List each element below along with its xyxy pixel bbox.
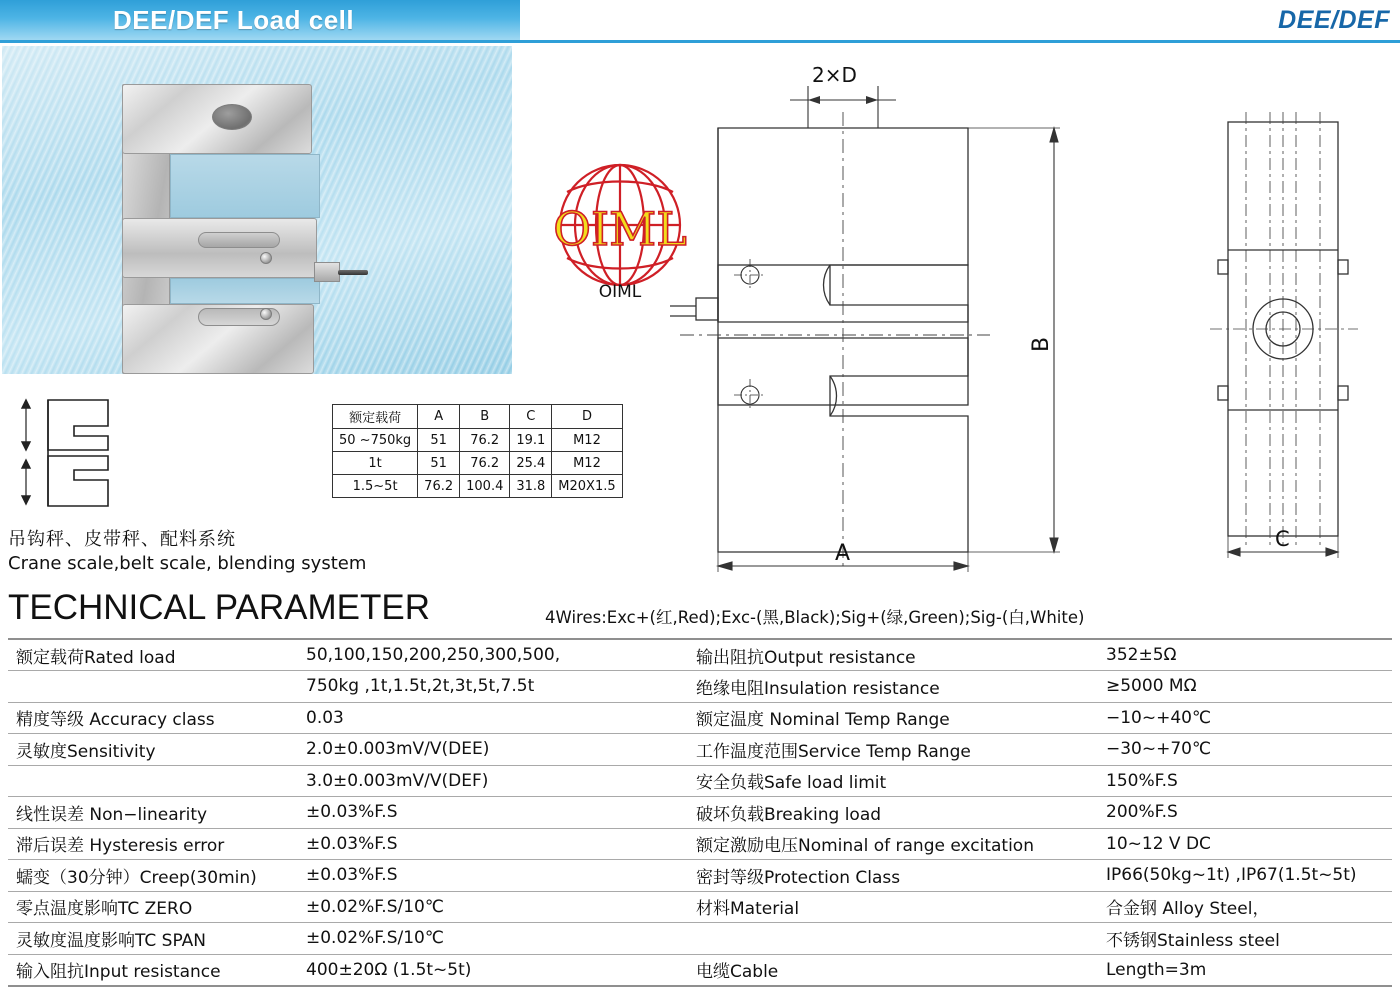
dim-cell-b: 76.2: [460, 429, 510, 452]
spec-label-left: 灵敏度温度影响TC SPAN: [8, 923, 298, 955]
spec-label-right: 工作温度范围Service Temp Range: [688, 734, 1098, 766]
technical-drawing-front-view: [660, 60, 1090, 580]
specification-table: [8, 638, 1392, 987]
spec-value-left: 400±20Ω (1.5t~5t): [298, 954, 688, 986]
spec-value-left: 750kg ,1t,1.5t,2t,3t,5t,7.5t: [298, 671, 688, 703]
spec-value-left: ±0.03%F.S: [298, 860, 688, 892]
spec-value-left: ±0.02%F.S/10℃: [298, 923, 688, 955]
spec-label-left: 额定载荷Rated load: [8, 639, 298, 671]
spec-value-right: 150%F.S: [1098, 765, 1392, 797]
page-title: DEE/DEF Load cell: [113, 5, 355, 35]
oiml-caption: OIML: [598, 282, 642, 302]
cable-gland: [314, 262, 340, 282]
dimension-table-header-row: [333, 405, 623, 429]
s-shape-outline-sketch: [8, 392, 118, 517]
dim-cell-load: 1t: [333, 452, 418, 475]
spec-label-right: 材料Material: [688, 891, 1098, 923]
dimension-table: [332, 404, 623, 498]
dim-col-a: A: [418, 405, 460, 429]
dim-col-d: D: [552, 405, 622, 429]
spec-label-right: 额定温度 Nominal Temp Range: [688, 702, 1098, 734]
table-row: [8, 797, 1392, 829]
svg-text:A: A: [835, 541, 851, 566]
spec-label-right: 输出阻抗Output resistance: [688, 639, 1098, 671]
load-cell-oval-recess-top: [198, 232, 280, 248]
table-row: [8, 639, 1392, 671]
svg-text:B: B: [1029, 336, 1054, 352]
spec-value-right: ≥5000 MΩ: [1098, 671, 1392, 703]
spec-label-left: 线性误差 Non−linearity: [8, 797, 298, 829]
product-photo: [2, 46, 512, 374]
dim-col-c: C: [510, 405, 552, 429]
spec-label-right: 电缆Cable: [688, 954, 1098, 986]
dim-cell-a: 51: [418, 429, 460, 452]
dim-cell-b: 76.2: [460, 452, 510, 475]
spec-label-left: 零点温度影响TC ZERO: [8, 891, 298, 923]
page-header: [0, 0, 1400, 42]
table-row: [8, 891, 1392, 923]
wiring-note: 4Wires:Exc+(红,Red);Exc-(黑,Black);Sig+(绿,Green);Sig-(白,White): [545, 608, 1085, 627]
spec-value-right: 10~12 V DC: [1098, 828, 1392, 860]
dim-cell-load: 1.5~5t: [333, 475, 418, 498]
svg-text:C: C: [1275, 527, 1290, 551]
header-model-label: DEE/DEF: [1278, 6, 1390, 34]
table-row: [8, 765, 1392, 797]
spec-value-right: −10~+40℃: [1098, 702, 1392, 734]
dim-cell-c: 31.8: [510, 475, 552, 498]
spec-value-left: ±0.02%F.S/10℃: [298, 891, 688, 923]
spec-label-left: 输入阻抗Input resistance: [8, 954, 298, 986]
technical-parameter-heading: TECHNICAL PARAMETER: [8, 588, 430, 627]
load-cell-body-middle: [122, 218, 317, 278]
spec-value-right: 352±5Ω: [1098, 639, 1392, 671]
applications-block: [8, 528, 528, 576]
spec-label-left: 精度等级 Accuracy class: [8, 702, 298, 734]
spec-value-left: 50,100,150,200,250,300,500,: [298, 639, 688, 671]
dim-cell-d: M12: [552, 452, 622, 475]
applications-english: Crane scale,belt scale, blending system: [8, 552, 367, 574]
table-row: [333, 429, 623, 452]
spec-label-right: 密封等级Protection Class: [688, 860, 1098, 892]
spec-value-left: 3.0±0.003mV/V(DEF): [298, 765, 688, 797]
dim-cell-b: 100.4: [460, 475, 510, 498]
dim-cell-d: M20X1.5: [552, 475, 622, 498]
spec-label-left: [8, 765, 298, 797]
spec-label-left: [8, 671, 298, 703]
table-row: [8, 923, 1392, 955]
spec-value-right: Length=3m: [1098, 954, 1392, 986]
spec-value-right: −30~+70℃: [1098, 734, 1392, 766]
cable: [338, 270, 368, 275]
spec-value-left: ±0.03%F.S: [298, 828, 688, 860]
table-row: [8, 860, 1392, 892]
spec-value-left: ±0.03%F.S: [298, 797, 688, 829]
load-cell-thread-hole: [212, 104, 252, 130]
dim-cell-a: 76.2: [418, 475, 460, 498]
dim-cell-a: 51: [418, 452, 460, 475]
table-row: [8, 702, 1392, 734]
dim-cell-c: 19.1: [510, 429, 552, 452]
spec-label-left: 灵敏度Sensitivity: [8, 734, 298, 766]
applications-chinese: 吊钩秤、皮带秤、配料系统: [8, 529, 236, 550]
spec-label-right: 破坏负载Breaking load: [688, 797, 1098, 829]
spec-label-right: 额定激励电压Nominal of range excitation: [688, 828, 1098, 860]
svg-text:2×D: 2×D: [812, 63, 857, 87]
spec-value-right: IP66(50kg~1t) ,IP67(1.5t~5t): [1098, 860, 1392, 892]
svg-text:OIML: OIML: [553, 202, 687, 256]
spec-label-right: [688, 923, 1098, 955]
table-row: [333, 475, 623, 498]
spec-label-right: 安全负载Safe load limit: [688, 765, 1098, 797]
spec-label-left: 蠕变（30分钟）Creep(30min): [8, 860, 298, 892]
dim-col-b: B: [460, 405, 510, 429]
table-row: [8, 734, 1392, 766]
load-cell-screw-lower: [260, 308, 272, 320]
spec-value-left: 2.0±0.003mV/V(DEE): [298, 734, 688, 766]
spec-value-left: 0.03: [298, 702, 688, 734]
header-divider: [0, 40, 1400, 43]
table-row: [8, 671, 1392, 703]
table-row: [333, 452, 623, 475]
spec-value-right: 200%F.S: [1098, 797, 1392, 829]
dim-col-load: 额定载荷: [333, 405, 418, 429]
dim-cell-c: 25.4: [510, 452, 552, 475]
spec-value-right: 合金钢 Alloy Steel，: [1098, 891, 1392, 923]
table-row: [8, 828, 1392, 860]
load-cell-slot-top: [170, 154, 320, 218]
technical-drawing-side-view: [1180, 100, 1395, 580]
dim-cell-load: 50 ~750kg: [333, 429, 418, 452]
spec-label-left: 滞后误差 Hysteresis error: [8, 828, 298, 860]
spec-value-right: 不锈钢Stainless steel: [1098, 923, 1392, 955]
dim-cell-d: M12: [552, 429, 622, 452]
load-cell-slot-bottom: [170, 278, 320, 304]
table-row: [8, 954, 1392, 986]
spec-label-right: 绝缘电阻Insulation resistance: [688, 671, 1098, 703]
load-cell-screw-upper: [260, 252, 272, 264]
